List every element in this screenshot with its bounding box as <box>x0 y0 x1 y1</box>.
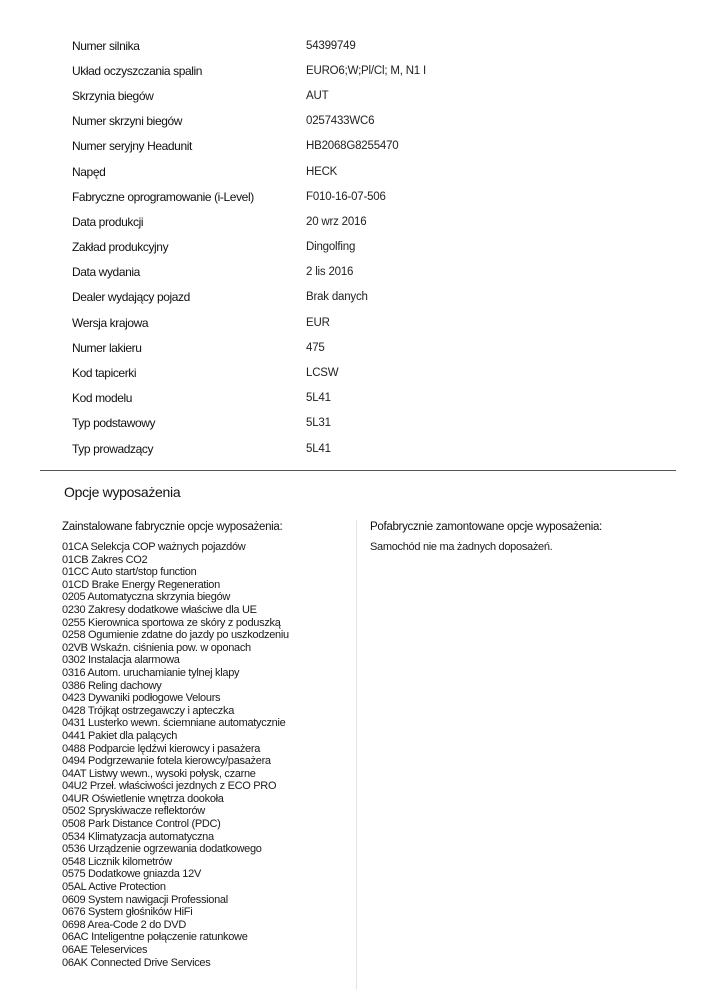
spec-label: Wersja krajowa <box>72 315 149 330</box>
spec-label: Numer lakieru <box>72 340 142 355</box>
option-item: 0431 Lusterko wewn. ściemniane automatycznie <box>62 717 286 730</box>
spec-row-country-version <box>72 310 672 335</box>
option-item: 06AC Inteligentne połączenie ratunkowe <box>62 931 248 944</box>
option-item: 06AK Connected Drive Services <box>62 956 211 969</box>
spec-label: Numer silnika <box>72 38 140 53</box>
spec-label: Napęd <box>72 164 106 179</box>
option-item: 0534 Klimatyzacja automatyczna <box>62 830 214 843</box>
spec-label: Numer seryjny Headunit <box>72 139 192 154</box>
spec-value: 20 wrz 2016 <box>306 215 367 228</box>
spec-value: 5L41 <box>306 442 331 455</box>
section-divider <box>40 470 676 471</box>
option-item: 0502 Spryskiwacze reflektorów <box>62 805 205 818</box>
option-item: 0255 Kierownica sportowa ze skóry z poduszką <box>62 616 281 629</box>
spec-row-factory-software <box>72 184 672 209</box>
spec-value: F010-16-07-506 <box>306 190 386 203</box>
spec-label: Typ podstawowy <box>72 416 156 431</box>
spec-value: LCSW <box>306 367 339 380</box>
option-item: 0205 Automatyczna skrzynia biegów <box>62 591 231 604</box>
factory-options-heading: Zainstalowane fabrycznie opcje wyposażenia: <box>62 521 283 533</box>
option-item: 0508 Park Distance Control (PDC) <box>62 818 221 831</box>
aftermarket-options-column <box>370 520 680 554</box>
aftermarket-options-heading: Pofabrycznie zamontowane opcje wyposażenia: <box>370 521 602 533</box>
spec-row-lead-type <box>72 436 672 461</box>
option-item: 05AL Active Protection <box>62 881 166 894</box>
spec-label: Data wydania <box>72 265 140 280</box>
option-item: 04AT Listwy wewn., wysoki połysk, czarne <box>62 767 256 780</box>
spec-label: Układ oczyszczania spalin <box>72 63 203 78</box>
spec-row-exhaust-system <box>72 58 672 83</box>
option-item: 0488 Podparcie lędźwi kierowcy i pasażera <box>62 742 261 755</box>
spec-value: 2 lis 2016 <box>306 266 354 279</box>
option-item: 0423 Dywaniki podłogowe Velours <box>62 692 221 705</box>
spec-value: HB2068G8255470 <box>306 140 399 153</box>
option-item: 06AE Teleservices <box>62 944 148 956</box>
spec-label: Skrzynia biegów <box>72 88 154 103</box>
option-item: 0230 Zakresy dodatkowe właściwe dla UE <box>62 603 257 616</box>
option-item: 01CC Auto start/stop function <box>62 566 197 579</box>
option-item: 04UR Oświetlenie wnętrza dookoła <box>62 792 224 805</box>
spec-row-delivery-date <box>72 260 672 285</box>
spec-row-upholstery-code <box>72 360 672 385</box>
spec-value: 54399749 <box>306 39 356 52</box>
spec-row-engine-number <box>72 33 672 58</box>
spec-label: Kod tapicerki <box>72 366 137 381</box>
vehicle-spec-table <box>72 33 672 461</box>
option-item: 0258 Ogumienie zdatne do jazdy po uszkodzeniu <box>62 629 289 642</box>
option-item: 0386 Reling dachowy <box>62 679 162 692</box>
option-item: 01CD Brake Energy Regeneration <box>62 578 220 591</box>
option-item: 0698 Area-Code 2 do DVD <box>62 918 186 931</box>
spec-value: AUT <box>306 89 329 102</box>
spec-row-drive <box>72 159 672 184</box>
factory-options-column <box>62 520 347 969</box>
spec-row-headunit-serial <box>72 134 672 159</box>
spec-row-production-plant <box>72 235 672 260</box>
spec-value: EUR <box>306 316 330 329</box>
options-section-title: Opcje wyposażenia <box>64 484 181 500</box>
option-item: 01CA Selekcja COP ważnych pojazdów <box>62 541 246 553</box>
spec-value: HECK <box>306 165 338 178</box>
spec-row-dealer <box>72 285 672 310</box>
spec-row-paint-number <box>72 335 672 360</box>
option-item: 04U2 Przeł. właściwości jezdnych z ECO PRO <box>62 780 277 793</box>
option-item: 0548 Licznik kilometrów <box>62 855 172 868</box>
spec-row-model-code <box>72 386 672 411</box>
option-item: 0536 Urządzenie ogrzewania dodatkowego <box>62 843 262 856</box>
no-aftermarket-options-text: Samochód nie ma żadnych doposażeń. <box>370 541 553 553</box>
spec-label: Data produkcji <box>72 214 144 229</box>
spec-value: Brak danych <box>306 291 368 304</box>
option-item: 0316 Autom. uruchamianie tylnej klapy <box>62 666 240 679</box>
option-item: 02VB Wskaźn. ciśnienia pow. w oponach <box>62 641 251 654</box>
option-item: 0441 Pakiet dla palących <box>62 729 178 742</box>
spec-row-gearbox-number <box>72 109 672 134</box>
spec-value: 5L41 <box>306 392 331 405</box>
spec-label: Dealer wydający pojazd <box>72 290 190 305</box>
spec-row-gearbox <box>72 83 672 108</box>
option-item: 0428 Trójkąt ostrzegawczy i apteczka <box>62 704 235 717</box>
option-item: 0302 Instalacja alarmowa <box>62 654 180 667</box>
spec-value: 5L31 <box>306 417 331 430</box>
option-item: 01CB Zakres CO2 <box>62 553 148 566</box>
option-item: 0609 System nawigacji Professional <box>62 893 228 906</box>
spec-value: Dingolfing <box>306 241 356 254</box>
spec-label: Numer skrzyni biegów <box>72 114 183 129</box>
column-divider <box>356 520 357 990</box>
spec-value: 0257433WC6 <box>306 115 375 128</box>
factory-options-list <box>62 541 347 969</box>
spec-row-production-date <box>72 209 672 234</box>
spec-value: 475 <box>306 341 325 354</box>
spec-label: Typ prowadzący <box>72 441 154 456</box>
option-item: 0676 System głośników HiFi <box>62 906 193 919</box>
spec-value: EURO6;W;Pl/Cl; M, N1 I <box>306 64 426 77</box>
spec-label: Fabryczne oprogramowanie (i-Level) <box>72 189 254 204</box>
spec-label: Kod modelu <box>72 391 133 406</box>
option-item: 0575 Dodatkowe gniazda 12V <box>62 868 201 881</box>
spec-row-base-type <box>72 411 672 436</box>
option-item: 0494 Podgrzewanie fotela kierowcy/pasażera <box>62 755 271 768</box>
spec-label: Zakład produkcyjny <box>72 240 169 255</box>
